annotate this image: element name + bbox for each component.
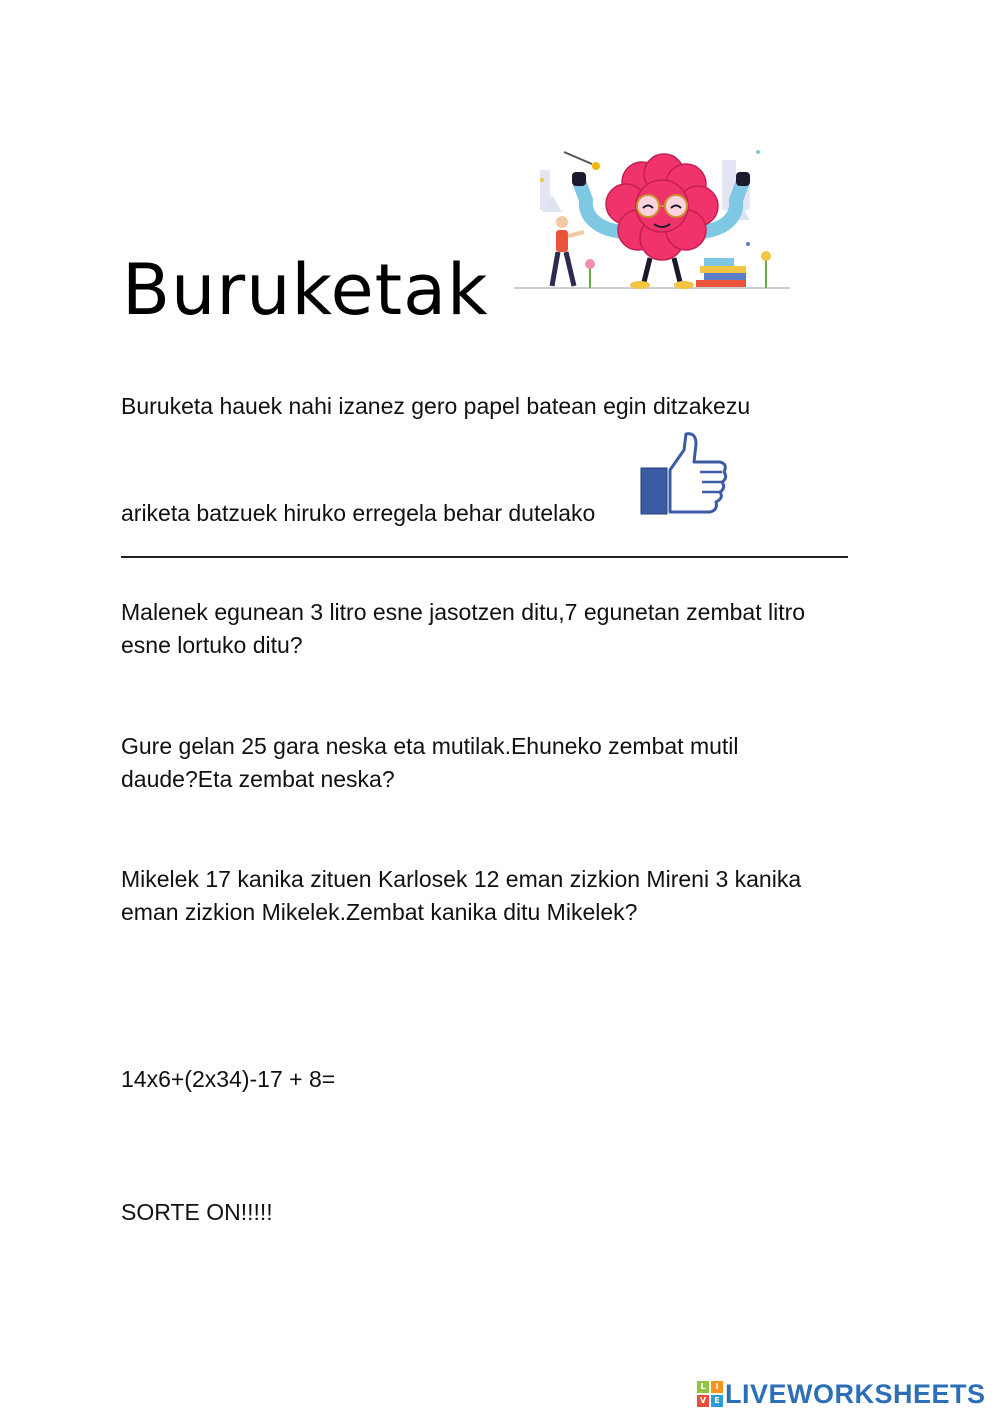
problem-2-line-2: daude?Eta zembat neska?	[121, 766, 395, 792]
thumbs-up-icon	[640, 430, 728, 518]
muscular-brain-illustration	[512, 140, 792, 295]
logo-text: LIVEWORKSHEETS	[725, 1378, 986, 1409]
logo-mark-letter: I	[711, 1381, 723, 1393]
problem-1-line-1: Malenek egunean 3 litro esne jasotzen ditu,7 egunetan zembat litro	[121, 599, 806, 625]
separator-line	[121, 556, 848, 558]
logo-mark-letter: L	[697, 1381, 709, 1393]
closing-text: SORTE ON!!!!!	[121, 1199, 273, 1225]
worksheet-title: Buruketak	[122, 249, 489, 331]
problem-1-line-2: esne lortuko ditu?	[121, 632, 303, 658]
problem-2	[121, 730, 739, 796]
intro-line-2: ariketa batzuek hiruko erregela behar dutelako	[121, 500, 596, 526]
intro-line-1: Buruketa hauek nahi izanez gero papel batean egin ditzakezu	[121, 393, 751, 419]
problem-3-line-1: Mikelek 17 kanika zituen Karlosek 12 eman zizkion Mireni 3 kanika	[121, 866, 802, 892]
problem-1	[121, 596, 805, 662]
problem-2-line-1: Gure gelan 25 gara neska eta mutilak.Ehuneko zembat mutil	[121, 733, 739, 759]
logo-mark-icon	[697, 1381, 723, 1407]
liveworksheets-logo	[697, 1377, 986, 1411]
logo-mark-letter: E	[711, 1395, 723, 1407]
logo-mark-letter: V	[697, 1395, 709, 1407]
problem-3	[121, 863, 801, 929]
math-expression: 14x6+(2x34)-17 + 8=	[121, 1066, 336, 1092]
problem-3-line-2: eman zizkion Mikelek.Zembat kanika ditu Mikelek?	[121, 899, 638, 925]
